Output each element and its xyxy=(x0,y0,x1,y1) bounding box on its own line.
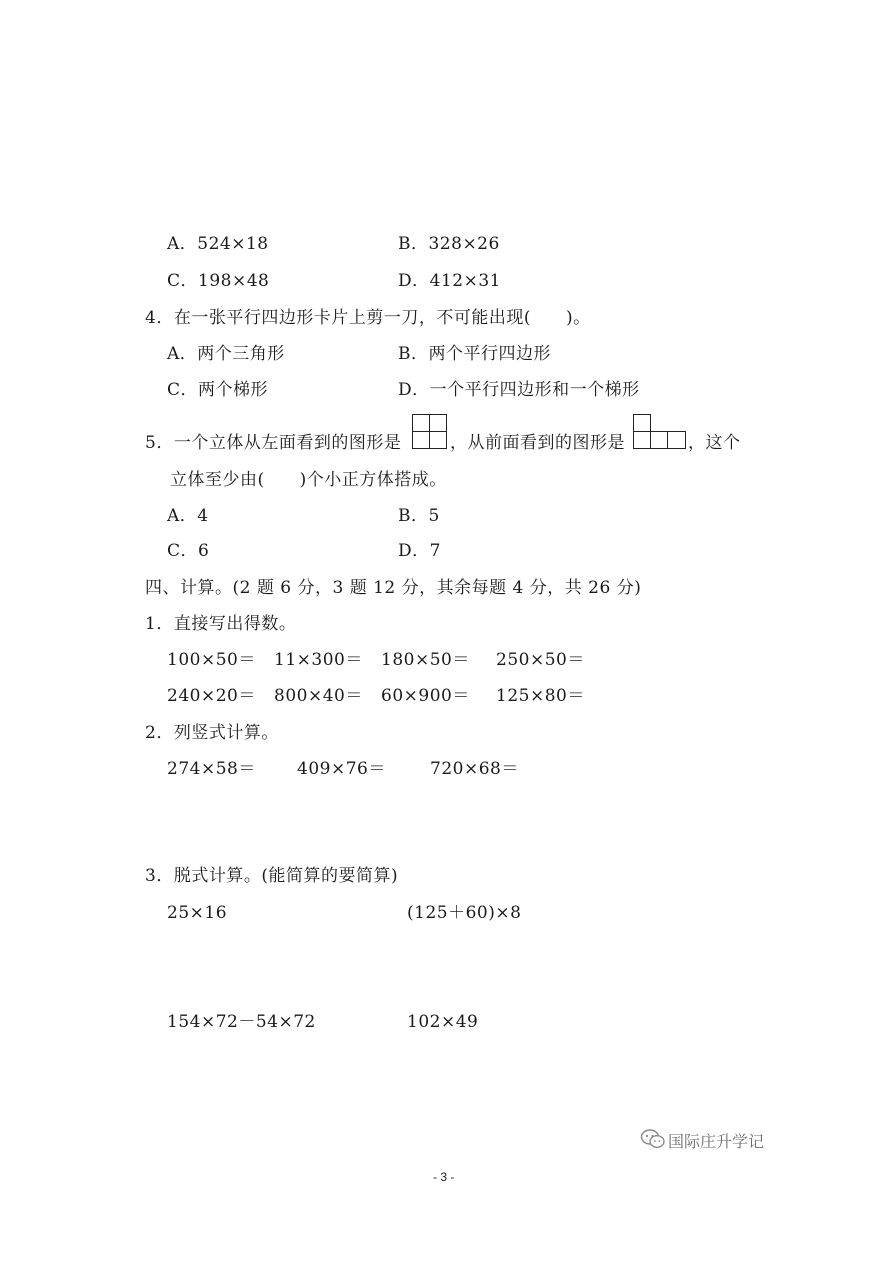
vertical-calc-item: 720×68＝ xyxy=(430,759,519,779)
q3-option-b: B．328×26 xyxy=(398,234,500,254)
q4-option-d: D．一个平行四边形和一个梯形 xyxy=(398,380,640,400)
calc-item: 11×300＝ xyxy=(274,650,363,670)
calc-item: 180×50＝ xyxy=(381,650,470,670)
calc-item: 240×20＝ xyxy=(167,686,256,706)
q3-option-c: C．198×48 xyxy=(167,271,270,291)
step-calc-item: 102×49 xyxy=(407,1012,479,1032)
watermark-text: 国际庄升学记 xyxy=(668,1132,765,1151)
part3-title: 3．脱式计算。(能简算的要简算) xyxy=(145,866,399,886)
q5-option-d: D．7 xyxy=(398,541,441,561)
front-view-figure xyxy=(633,414,687,450)
calc-item: 125×80＝ xyxy=(496,686,585,706)
part2-title: 2．列竖式计算。 xyxy=(145,723,279,743)
q4-stem: 4．在一张平行四边形卡片上剪一刀，不可能出现( )。 xyxy=(145,308,591,328)
vertical-calc-item: 274×58＝ xyxy=(167,759,256,779)
step-calc-item: 154×72－54×72 xyxy=(167,1012,316,1032)
step-calc-item: (125＋60)×8 xyxy=(407,903,522,923)
q4-option-b: B．两个平行四边形 xyxy=(398,344,551,364)
q5-option-a: A．4 xyxy=(167,506,209,526)
part1-title: 1．直接写出得数。 xyxy=(145,614,297,634)
calc-item: 250×50＝ xyxy=(496,650,585,670)
q5-option-c: C．6 xyxy=(167,541,210,561)
section-title: 四、计算。(2 题 6 分，3 题 12 分，其余每题 4 分，共 26 分) xyxy=(145,578,642,598)
calc-item: 800×40＝ xyxy=(274,686,363,706)
q5-stem-line2: 立体至少由( )个小正方体搭成。 xyxy=(170,470,447,490)
q5-stem-part3: ，这个 xyxy=(688,433,741,453)
q4-option-c: C．两个梯形 xyxy=(167,380,269,400)
q3-option-a: A．524×18 xyxy=(167,234,269,254)
calc-item: 100×50＝ xyxy=(167,650,256,670)
page-number: - 3 - xyxy=(433,1170,455,1184)
q4-option-a: A．两个三角形 xyxy=(167,344,285,364)
step-calc-item: 25×16 xyxy=(167,903,228,923)
vertical-calc-item: 409×76＝ xyxy=(297,759,386,779)
q5-stem-part2: ，从前面看到的图形是 xyxy=(450,433,625,453)
wechat-icon xyxy=(640,1128,666,1150)
q3-option-d: D．412×31 xyxy=(398,271,501,291)
q5-option-b: B．5 xyxy=(398,506,440,526)
calc-item: 60×900＝ xyxy=(381,686,470,706)
q5-stem-part1: 5．一个立体从左面看到的图形是 xyxy=(145,433,402,453)
left-view-figure xyxy=(412,414,448,450)
